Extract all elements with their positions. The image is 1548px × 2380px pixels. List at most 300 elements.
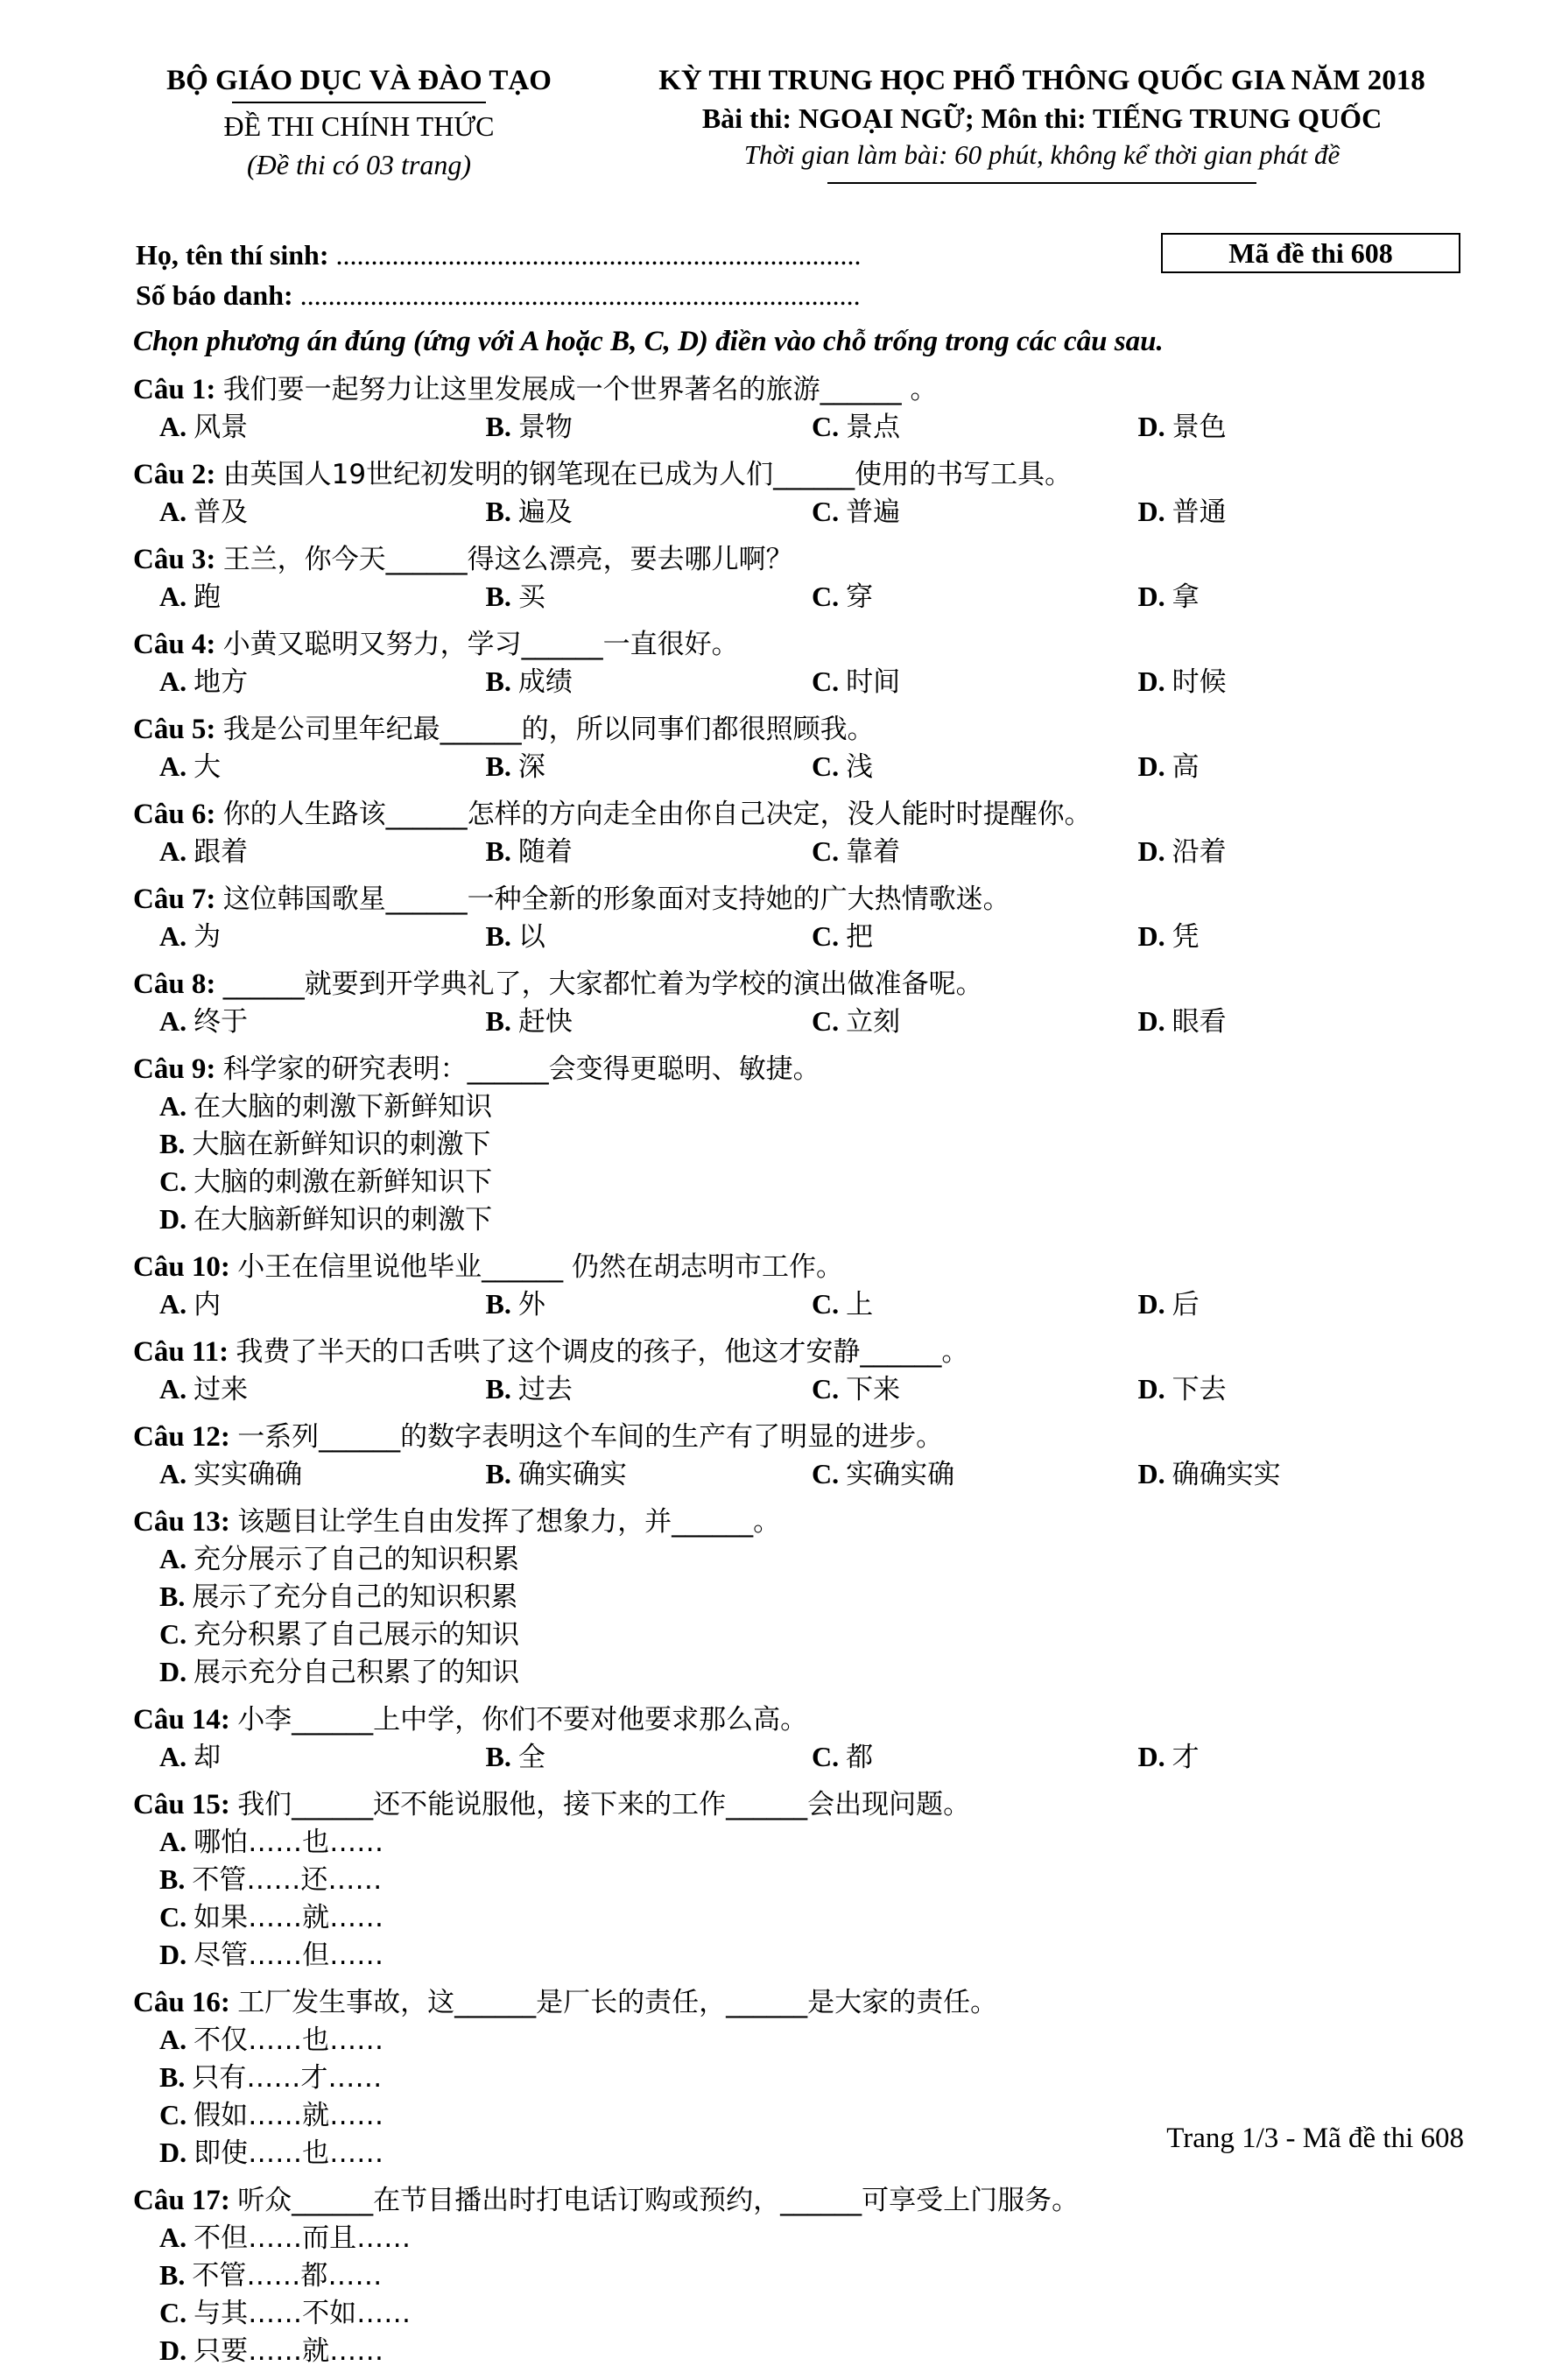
option-letter: D. (1137, 411, 1165, 442)
option-letter: A. (159, 1288, 187, 1320)
answer-option (812, 1285, 1138, 1323)
answer-options (133, 1088, 1464, 1238)
answer-option (159, 1540, 821, 1578)
option-text: 展示了充分自己的知识积累 (192, 1581, 518, 1613)
answer-option (1138, 918, 1465, 955)
option-text: 假如……就…… (194, 2100, 384, 2131)
answer-option (812, 1370, 1138, 1408)
question-text: 该题目让学生自由发挥了想象力，并______。 (237, 1506, 781, 1538)
option-text: 实确实确 (846, 1459, 955, 1490)
question-text: 你的人生路该______怎样的方向走全由你自己决定，没人能时时提醒你。 (222, 799, 1092, 830)
option-letter: C. (812, 1741, 840, 1772)
answer-option (1138, 748, 1465, 785)
question-text: 我费了半天的口舌哄了这个调皮的孩子，他这才安静______。 (236, 1336, 969, 1368)
question-text: 这位韩国歌星______一种全新的形象面对支持她的广大热情歌迷。 (222, 884, 1010, 915)
option-letter: B. (485, 1005, 511, 1037)
option-text: 跟着 (194, 836, 249, 868)
answer-option (1138, 493, 1465, 531)
option-text: 靠着 (846, 836, 901, 868)
answer-option (486, 663, 813, 701)
question-number: Câu 1: (133, 374, 216, 405)
question-block (133, 1701, 1464, 1776)
answer-option (486, 408, 813, 446)
option-letter: B. (485, 835, 511, 867)
option-text: 充分展示了自己的知识积累 (194, 1544, 520, 1575)
option-letter: C. (812, 920, 840, 952)
option-text: 在大脑的刺激下新鲜知识 (194, 1091, 493, 1123)
option-text: 成绩 (517, 666, 573, 698)
option-letter: C. (812, 1005, 840, 1037)
answer-option (159, 918, 486, 955)
answer-options (133, 1823, 1464, 1974)
question-stem (133, 371, 1464, 408)
answer-option (159, 578, 486, 616)
option-text: 眼看 (1172, 1006, 1227, 1038)
answer-option (812, 578, 1138, 616)
option-letter: A. (159, 411, 187, 442)
question-stem (133, 1249, 1464, 1285)
answer-option (159, 2332, 821, 2369)
answer-options (133, 1540, 1464, 1691)
option-letter: A. (159, 835, 187, 867)
answer-option (1138, 1370, 1465, 1408)
option-text: 高 (1172, 751, 1200, 783)
option-text: 过去 (517, 1374, 573, 1405)
option-letter: A. (159, 1090, 187, 1122)
answer-options (133, 1738, 1464, 1776)
answer-option (1138, 1455, 1465, 1493)
option-text: 大脑的刺激在新鲜知识下 (194, 1166, 493, 1198)
option-text: 大脑在新鲜知识的刺激下 (192, 1129, 491, 1160)
answer-option (812, 833, 1138, 870)
question-block (133, 1786, 1464, 1974)
question-text: 科学家的研究表明：______会变得更聪明、敏捷。 (222, 1053, 820, 1085)
question-number: Câu 17: (133, 2185, 230, 2216)
answer-option (159, 1898, 821, 1936)
option-letter: C. (812, 1288, 840, 1320)
question-stem (133, 1701, 1464, 1738)
answer-options (133, 1370, 1464, 1408)
option-text: 终于 (194, 1006, 249, 1038)
answer-option (159, 1616, 821, 1653)
exam-code-box: Mã đề thi 608 (1161, 233, 1460, 273)
option-text: 不管……都…… (192, 2260, 383, 2292)
option-letter: D. (159, 2137, 187, 2168)
answer-option (159, 1653, 821, 1691)
option-letter: C. (812, 1458, 840, 1489)
option-letter: D. (159, 1203, 187, 1235)
option-letter: A. (159, 496, 187, 527)
answer-option (812, 1003, 1138, 1040)
option-letter: D. (159, 1939, 187, 1970)
option-letter: D. (1137, 1373, 1165, 1405)
option-text: 外 (517, 1289, 545, 1320)
question-stem (133, 796, 1464, 833)
option-text: 确实确实 (517, 1459, 627, 1490)
option-letter: B. (159, 1863, 186, 1895)
option-letter: C. (159, 2297, 187, 2328)
answer-option (486, 918, 813, 955)
option-letter: A. (159, 1005, 187, 1037)
option-letter: A. (159, 920, 187, 952)
question-stem (133, 711, 1464, 748)
option-text: 才 (1172, 1742, 1200, 1773)
answer-option (159, 1285, 486, 1323)
option-text: 如果……就…… (194, 1902, 384, 1933)
question-block (133, 1419, 1464, 1493)
answer-option (159, 1823, 821, 1861)
option-text: 只有……才…… (192, 2062, 383, 2094)
question-text: 工厂发生事故，这______是厂长的责任，______是大家的责任。 (237, 1987, 998, 2018)
option-text: 赶快 (517, 1006, 573, 1038)
option-letter: C. (812, 411, 840, 442)
candidate-id-blank: ................................................................................ (299, 279, 861, 311)
exam-title: KỲ THI TRUNG HỌC PHỔ THÔNG QUỐC GIA NĂM 2018 (658, 65, 1425, 96)
option-letter: B. (485, 920, 511, 952)
option-text: 普通 (1172, 496, 1227, 528)
question-number: Câu 5: (133, 714, 216, 745)
question-number: Câu 10: (133, 1251, 230, 1283)
option-letter: B. (485, 1741, 511, 1772)
option-letter: D. (1137, 750, 1165, 782)
answer-options (133, 1003, 1464, 1040)
answer-option (159, 2059, 821, 2096)
option-letter: B. (485, 665, 511, 697)
answer-option (486, 1738, 813, 1776)
option-letter: A. (159, 2222, 187, 2253)
option-text: 后 (1172, 1289, 1200, 1320)
question-block (133, 541, 1464, 616)
option-letter: B. (485, 1288, 511, 1320)
answer-option (159, 1201, 821, 1238)
answer-option (1138, 663, 1465, 701)
question-list (133, 371, 1464, 2380)
question-number: Câu 14: (133, 1704, 230, 1736)
option-letter: B. (485, 1373, 511, 1405)
answer-options (133, 578, 1464, 616)
option-letter: A. (159, 1826, 187, 1857)
question-block (133, 1249, 1464, 1323)
option-text: 充分积累了自己展示的知识 (194, 1619, 520, 1651)
option-text: 全 (517, 1742, 545, 1773)
option-text: 以 (517, 921, 545, 953)
question-text: ______就要到开学典礼了，大家都忙着为学校的演出做准备呢。 (222, 968, 983, 1000)
question-stem (133, 1786, 1464, 1823)
option-text: 立刻 (846, 1006, 901, 1038)
option-text: 深 (517, 751, 545, 783)
option-letter: B. (485, 581, 511, 612)
exam-subject: Bài thi: NGOẠI NGỮ; Môn thi: TIẾNG TRUNG QUỐC (701, 102, 1383, 134)
question-number: Câu 13: (133, 1506, 230, 1538)
option-text: 普遍 (846, 496, 901, 528)
option-text: 不但……而且…… (194, 2222, 412, 2254)
option-text: 地方 (194, 666, 249, 698)
answer-option (159, 1003, 486, 1040)
option-text: 内 (194, 1289, 222, 1320)
question-number: Câu 4: (133, 629, 216, 660)
answer-option (159, 2294, 821, 2332)
answer-option (159, 1578, 821, 1616)
question-number: Câu 15: (133, 1789, 230, 1820)
answer-option (486, 578, 813, 616)
option-letter: B. (485, 411, 511, 442)
option-text: 展示充分自己积累了的知识 (194, 1657, 520, 1688)
option-letter: D. (1137, 1458, 1165, 1489)
option-letter: D. (1137, 1741, 1165, 1772)
option-text: 随着 (517, 836, 573, 868)
answer-option (1138, 1003, 1465, 1040)
question-stem (133, 2182, 1464, 2219)
question-stem (133, 626, 1464, 663)
option-letter: B. (159, 2061, 186, 2093)
option-letter: D. (159, 2334, 187, 2366)
option-letter: D. (1137, 665, 1165, 697)
question-stem (133, 881, 1464, 918)
option-letter: D. (1137, 835, 1165, 867)
option-text: 尽管……但…… (194, 1940, 384, 1971)
question-number: Câu 7: (133, 884, 216, 915)
option-letter: C. (812, 750, 840, 782)
question-stem (133, 1051, 1464, 1088)
option-text: 风景 (194, 412, 249, 443)
answer-option (1138, 1285, 1465, 1323)
option-letter: B. (159, 1128, 186, 1159)
option-text: 在大脑新鲜知识的刺激下 (194, 1204, 493, 1236)
exam-time: Thời gian làm bài: 60 phút, không kể thời gian phát đề (743, 139, 1340, 170)
answer-options (133, 748, 1464, 785)
question-text: 小李______上中学，你们不要对他要求那么高。 (237, 1704, 808, 1736)
option-letter: C. (812, 1373, 840, 1405)
answer-option (159, 408, 486, 446)
answer-options (133, 918, 1464, 955)
question-number: Câu 3: (133, 544, 216, 575)
title-underline (827, 182, 1256, 184)
option-text: 凭 (1172, 921, 1200, 953)
answer-option (159, 1455, 486, 1493)
answer-option (486, 1003, 813, 1040)
question-number: Câu 8: (133, 968, 216, 1000)
option-letter: B. (159, 2259, 186, 2291)
option-letter: C. (812, 665, 840, 697)
answer-option (486, 1370, 813, 1408)
option-text: 过来 (194, 1374, 249, 1405)
question-block (133, 371, 1464, 446)
option-text: 拿 (1172, 581, 1200, 613)
header-right (613, 61, 1471, 184)
option-text: 确确实实 (1172, 1459, 1281, 1490)
option-text: 景点 (846, 412, 901, 443)
answer-option (159, 493, 486, 531)
option-text: 哪怕……也…… (194, 1827, 384, 1858)
answer-option (159, 2134, 821, 2172)
option-letter: C. (159, 1901, 187, 1933)
option-letter: B. (485, 750, 511, 782)
question-stem (133, 1419, 1464, 1455)
option-text: 把 (846, 921, 874, 953)
option-letter: D. (1137, 496, 1165, 527)
question-block (133, 1334, 1464, 1408)
question-stem (133, 1503, 1464, 1540)
answer-option (812, 493, 1138, 531)
answer-options (133, 493, 1464, 531)
option-text: 大 (194, 751, 222, 783)
question-block (133, 2182, 1464, 2369)
option-text: 景色 (1172, 412, 1227, 443)
option-letter: D. (1137, 581, 1165, 612)
answer-option (159, 1738, 486, 1776)
official-label: ĐỀ THI CHÍNH THỨC (223, 110, 495, 142)
answer-options (133, 1285, 1464, 1323)
option-letter: B. (159, 1581, 186, 1612)
option-letter: A. (159, 1741, 187, 1772)
pages-note: (Đề thi có 03 trang) (247, 149, 471, 180)
option-text: 上 (846, 1289, 874, 1320)
answer-option (159, 1370, 486, 1408)
option-text: 下来 (846, 1374, 901, 1405)
answer-option (486, 833, 813, 870)
answer-option (159, 833, 486, 870)
answer-option (486, 493, 813, 531)
question-stem (133, 1984, 1464, 2021)
answer-option (159, 1163, 821, 1201)
answer-options (133, 663, 1464, 701)
candidate-name-row (136, 235, 861, 275)
answer-option (159, 2257, 821, 2294)
question-number: Câu 16: (133, 1987, 230, 2018)
option-letter: D. (1137, 1288, 1165, 1320)
answer-option (486, 748, 813, 785)
option-letter: C. (159, 2099, 187, 2130)
answer-options (133, 1455, 1464, 1493)
answer-option (159, 1125, 821, 1163)
answer-option (159, 663, 486, 701)
ministry-underline (232, 102, 486, 103)
question-text: 我们______还不能说服他，接下来的工作______会出现问题。 (237, 1789, 971, 1820)
answer-option (159, 1088, 821, 1125)
option-letter: D. (1137, 1005, 1165, 1037)
option-text: 景物 (517, 412, 573, 443)
option-letter: A. (159, 1373, 187, 1405)
question-block (133, 881, 1464, 955)
answer-options (133, 408, 1464, 446)
question-text: 我是公司里年纪最______的，所以同事们都很照顾我。 (222, 714, 875, 745)
option-text: 时间 (846, 666, 901, 698)
option-text: 与其……不如…… (194, 2298, 412, 2329)
instruction: Chọn phương án đúng (ứng với A hoặc B, C, D) điền vào chỗ trống trong các câu sau. (133, 326, 1164, 357)
question-stem (133, 541, 1464, 578)
answer-option (812, 748, 1138, 785)
question-number: Câu 12: (133, 1421, 230, 1453)
option-text: 只要……就…… (194, 2335, 384, 2367)
option-text: 穿 (846, 581, 874, 613)
answer-option (159, 2219, 821, 2257)
option-text: 为 (194, 921, 222, 953)
option-letter: C. (812, 581, 840, 612)
answer-option (1138, 1738, 1465, 1776)
answer-option (159, 748, 486, 785)
answer-option (1138, 833, 1465, 870)
option-letter: C. (812, 835, 840, 867)
question-block (133, 626, 1464, 701)
option-letter: C. (812, 496, 840, 527)
option-letter: A. (159, 1458, 187, 1489)
option-letter: A. (159, 2024, 187, 2055)
option-letter: C. (159, 1618, 187, 1650)
option-text: 时候 (1172, 666, 1227, 698)
answer-option (812, 1455, 1138, 1493)
question-text: 由英国人19世纪初发明的钢笔现在已成为人们______使用的书写工具。 (222, 459, 1073, 490)
candidate-id-label: Số báo danh: (136, 279, 293, 311)
answer-option (159, 1936, 821, 1974)
answer-option (812, 408, 1138, 446)
question-text: 一系列______的数字表明这个车间的生产有了明显的进步。 (237, 1421, 944, 1453)
option-letter: D. (1137, 920, 1165, 952)
question-block (133, 1051, 1464, 1238)
answer-option (159, 2021, 821, 2059)
option-letter: B. (485, 496, 511, 527)
option-text: 普及 (194, 496, 249, 528)
answer-option (1138, 578, 1465, 616)
option-text: 遍及 (517, 496, 573, 528)
option-letter: A. (159, 581, 187, 612)
answer-option (812, 1738, 1138, 1776)
question-number: Câu 9: (133, 1053, 216, 1085)
option-text: 不管……还…… (192, 1864, 383, 1896)
answer-option (486, 1455, 813, 1493)
candidate-name-blank: ........................................................................... (335, 239, 862, 271)
candidate-name-label: Họ, tên thí sinh: (136, 239, 329, 271)
option-text: 买 (517, 581, 545, 613)
question-number: Câu 11: (133, 1336, 229, 1368)
candidate-id-row (136, 275, 861, 315)
question-text: 王兰，你今天______得这么漂亮，要去哪儿啊？ (222, 544, 793, 575)
option-letter: A. (159, 750, 187, 782)
option-text: 不仅……也…… (194, 2024, 384, 2056)
answer-option (159, 1861, 821, 1898)
option-letter: B. (485, 1458, 511, 1489)
option-letter: C. (159, 1165, 187, 1197)
question-number: Câu 2: (133, 459, 216, 490)
header-left (131, 61, 587, 184)
answer-option (812, 663, 1138, 701)
question-number: Câu 6: (133, 799, 216, 830)
answer-options (133, 2219, 1464, 2369)
answer-option (1138, 408, 1465, 446)
answer-option (812, 918, 1138, 955)
question-text: 小黄又聪明又努力，学习______一直很好。 (222, 629, 739, 660)
option-letter: A. (159, 1543, 187, 1574)
question-text: 听众______在节目播出时打电话订购或预约，______可享受上门服务。 (237, 2185, 1080, 2216)
option-text: 都 (846, 1742, 874, 1773)
ministry-name: BỘ GIÁO DỤC VÀ ĐÀO TẠO (166, 65, 552, 96)
question-block (133, 1503, 1464, 1691)
candidate-info (136, 235, 861, 315)
answer-option (159, 2096, 821, 2134)
question-stem (133, 966, 1464, 1003)
option-text: 实实确确 (194, 1459, 303, 1490)
question-block (133, 796, 1464, 870)
question-text: 我们要一起努力让这里发展成一个世界著名的旅游______ 。 (222, 374, 938, 405)
answer-option (486, 1285, 813, 1323)
option-text: 却 (194, 1742, 222, 1773)
option-text: 跑 (194, 581, 222, 613)
option-text: 下去 (1172, 1374, 1227, 1405)
answer-options (133, 833, 1464, 870)
question-stem (133, 456, 1464, 493)
page-footer: Trang 1/3 - Mã đề thi 608 (1166, 2123, 1464, 2154)
question-text: 小王在信里说他毕业______ 仍然在胡志明市工作。 (237, 1251, 844, 1283)
question-block (133, 966, 1464, 1040)
